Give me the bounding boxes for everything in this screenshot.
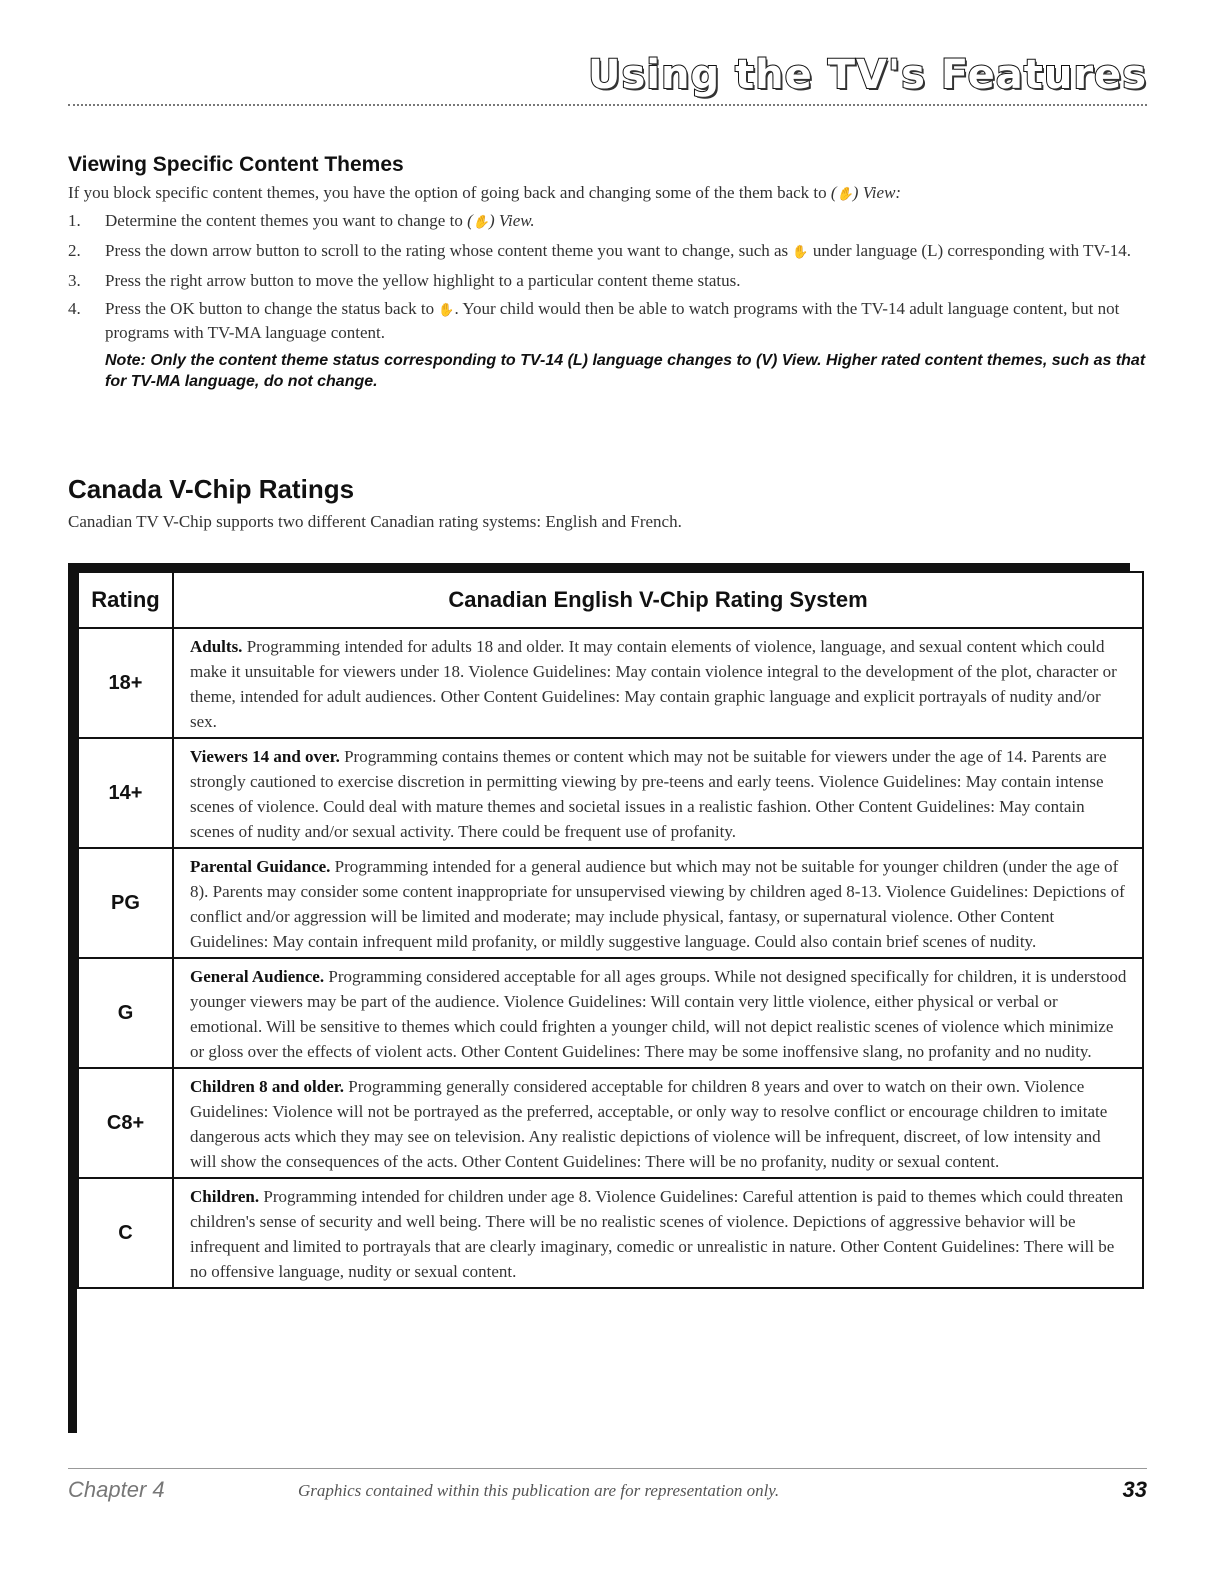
ratings-table-container <box>68 563 1144 1447</box>
viewing-heading: Viewing Specific Content Themes <box>68 153 404 176</box>
rating-cell: 18+ <box>78 628 173 738</box>
page-header <box>68 52 1147 106</box>
description-cell: Adults. Programming intended for adults 18 and older. It may contain elements of violence, language, and sexual content which could make it unsuitable for viewers under 18. Violence Guidelines: May contain violence integral to the development of the plot, character or theme, intended for adult audiences. Other Content Guidelines: May contain graphic language and explicit portrayals of nudity and/or sex. <box>173 628 1143 738</box>
page-footer <box>68 1468 1147 1529</box>
table-header-row <box>78 572 1143 628</box>
footer-chapter: Chapter 4 <box>68 1477 165 1502</box>
rating-column-header: Rating <box>78 572 173 628</box>
rating-cell: G <box>78 958 173 1068</box>
step-item: 3. Press the right arrow button to move the yellow highlight to a particular content theme status. <box>68 271 741 290</box>
view-open-icon: (✋) <box>830 183 859 202</box>
canada-heading: Canada V-Chip Ratings <box>68 474 355 504</box>
blocked-hand-icon: ✋ <box>792 245 809 260</box>
description-cell: Parental Guidance. Programming intended for a general audience but which may not be suitable for younger children (under the age of 8). Parents may consider some content inappropriate for unsupervised viewing by children aged 8-13. Violence Guidelines: Depictions of conflict and/or aggression will be limited and moderate; may include physical, fantasy, or supernatural violence. Other Content Guidelines: May contain infrequent mild profanity, or mildly suggestive language. Could also contain brief scenes of nudity. <box>173 848 1143 958</box>
viewing-content-themes-section <box>68 153 1147 392</box>
footer-note: Graphics contained within this publication are for representation only. <box>298 1481 780 1500</box>
view-hand-icon: ✋ <box>438 303 455 318</box>
table-row <box>78 1068 1143 1178</box>
canada-subtitle: Canadian TV V-Chip supports two different Canadian rating systems: English and French. <box>68 512 682 531</box>
system-column-header: Canadian English V-Chip Rating System <box>173 572 1143 628</box>
steps-list <box>68 210 1147 344</box>
rating-cell: C <box>78 1178 173 1288</box>
view-open-icon: (✋) <box>467 211 495 230</box>
note-text: Note: Only the content theme status corresponding to TV-14 (L) language changes to (V) View. Higher rated content themes, such as that for TV-MA language, do not change. <box>105 352 1146 390</box>
table-shadow <box>68 563 1130 571</box>
step-item: 2. Press the down arrow button to scroll to the rating whose content theme you want to change, such as ✋ under language (L) corresponding with TV-14. <box>68 241 1132 260</box>
view-label: View <box>862 183 896 202</box>
step-item: 1. Determine the content themes you want to change to (✋) View. <box>68 211 535 230</box>
step-item: 4. Press the OK button to change the status back to ✋. Your child would then be able to watch programs with the TV-14 adult language content, but not programs with TV-MA language content. <box>68 299 1120 342</box>
table-shadow <box>68 563 77 1433</box>
table-row <box>78 958 1143 1068</box>
viewing-intro: If you block specific content themes, you have the option of going back and changing some of the them back to (✋) View: <box>68 183 902 202</box>
rating-cell: PG <box>78 848 173 958</box>
ratings-table <box>77 571 1144 1289</box>
table-row <box>78 738 1143 848</box>
table-row <box>78 1178 1143 1288</box>
page-number: 33 <box>1122 1477 1147 1502</box>
rating-cell: C8+ <box>78 1068 173 1178</box>
description-cell: General Audience. Programming considered acceptable for all ages groups. While not designed specifically for children, it is understood younger viewers may be part of the audience. Violence Guidelines: Will contain very little violence, either physical or verbal or emotional. Will be sensitive to themes which could frighten a younger child, will not depict realistic scenes of violence which minimize or gloss over the effects of violent acts. Other Content Guidelines: There may be some inoffensive slang, no profanity and no nudity. <box>173 958 1143 1068</box>
rating-cell: 14+ <box>78 738 173 848</box>
table-row <box>78 628 1143 738</box>
description-cell: Children. Programming intended for children under age 8. Violence Guidelines: Careful attention is paid to themes which could threaten children's sense of security and well being. There will be no realistic scenes of violence. Depictions of aggressive behavior will be infrequent and limited to portrayals that are clearly imaginary, comedic or unrealistic in nature. Other Content Guidelines: There will be no offensive language, nudity or sexual content. <box>173 1178 1143 1288</box>
description-cell: Viewers 14 and over. Programming contains themes or content which may not be suitable for viewers under the age of 14. Parents are strongly cautioned to exercise discretion in permitting viewing by pre-teens and early teens. Violence Guidelines: May contain intense scenes of violence. Could deal with mature themes and societal issues in a realistic fashion. Other Content Guidelines: May contain scenes of nudity and/or sexual activity. There could be frequent use of profanity. <box>173 738 1143 848</box>
page-header-title: Using the TV's Features <box>588 52 1147 98</box>
canada-ratings-section <box>68 474 1147 533</box>
viewing-intro-text: If you block specific content themes, you have the option of going back and changing some of the them back to <box>68 183 827 202</box>
description-cell: Children 8 and older. Programming generally considered acceptable for children 8 years and over to watch on their own. Violence Guidelines: Violence will not be portrayed as the preferred, acceptable, or only way to resolve conflict or encourage children to imitate dangerous acts which they may see on television. Any realistic depictions of violence will be infrequent, discreet, of low intensity and will show the consequences of the acts. Other Content Guidelines: There will be no profanity, nudity or sexual content. <box>173 1068 1143 1178</box>
table-row <box>78 848 1143 958</box>
